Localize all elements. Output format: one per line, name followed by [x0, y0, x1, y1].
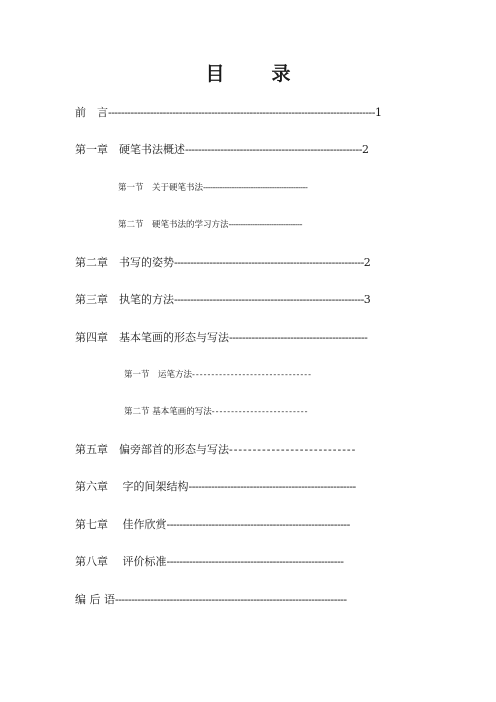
toc-entry-label: 第六章 字的间架结构 [75, 480, 189, 493]
toc-entry-chapter-6 [75, 479, 411, 496]
toc-entry-section-1-1 [118, 180, 378, 197]
toc-leader: ---------------------------------------------------- [188, 480, 356, 493]
toc-leader: ------------------------------- [192, 370, 313, 380]
toc-entry-preface [75, 105, 411, 122]
toc-entry-label: 第一节 关于硬笔书法 [118, 183, 204, 193]
toc-entry-chapter-8 [75, 554, 411, 571]
toc-leader: -------------------------------------------- [203, 183, 308, 193]
toc-leader: ------------------------- [211, 407, 309, 417]
toc-page-number: 2 [361, 143, 369, 156]
toc-entry-afterword [75, 592, 411, 609]
toc-leader: --------------------------------------------------------- [166, 518, 350, 531]
toc-entry-chapter-1 [75, 142, 411, 159]
toc-entry-chapter-2 [75, 255, 411, 272]
toc-entry-label: 第二章 书写的姿势 [75, 256, 174, 269]
toc-entry-label: 第二节 硬笔书法的学习方法 [118, 220, 229, 230]
toc-entry-chapter-4 [75, 330, 411, 347]
toc-leader: ------------------------------------------- [229, 331, 368, 344]
toc-leader: ----------------------------------------------------------- [174, 293, 364, 306]
toc-leader: ------------------------------------------------------- [185, 143, 362, 156]
toc-entry-section-4-1 [124, 367, 414, 384]
toc-entry-section-1-2 [118, 217, 378, 234]
toc-page-number: 1 [375, 106, 382, 119]
toc-entry-label: 第七章 佳作欣赏 [75, 518, 167, 531]
toc-leader: ------------------------------------------------------------------------ [115, 593, 347, 606]
toc-entry-chapter-5 [75, 442, 411, 459]
toc-page-number: 3 [363, 293, 371, 306]
toc-entry-label: 编 后 语 [75, 593, 115, 606]
toc-leader: ----------------------------------------------------------- [174, 256, 364, 269]
toc-leader: ----------------------------------------------------------------------------------- [108, 106, 375, 119]
toc-entry-label: 第一章 硬笔书法概述 [75, 143, 185, 156]
toc-entry-section-4-2 [124, 404, 414, 421]
page-title: 目 录 [205, 63, 305, 85]
toc-entry-chapter-3 [75, 292, 411, 309]
toc-entry-label: 第一节 运笔方法 [124, 370, 193, 380]
toc-entry-label: 第二节 基本笔画的写法 [124, 407, 212, 417]
toc-entry-label: 第三章 执笔的方法 [75, 293, 174, 306]
toc-entry-chapter-7 [75, 517, 411, 534]
toc-leader: ------------------------------- [228, 220, 303, 230]
toc-leader: ------------------------------------------------------- [166, 555, 344, 568]
toc-entry-label: 前 言 [75, 106, 108, 119]
toc-leader: --------------------------- [229, 443, 357, 456]
toc-entry-label: 第八章 评价标准 [75, 555, 167, 568]
toc-entry-label: 第四章 基本笔画的形态与写法 [75, 331, 229, 344]
toc-entry-label: 第五章 偏旁部首的形态与写法 [75, 443, 229, 456]
toc-page-number: 2 [363, 256, 371, 269]
